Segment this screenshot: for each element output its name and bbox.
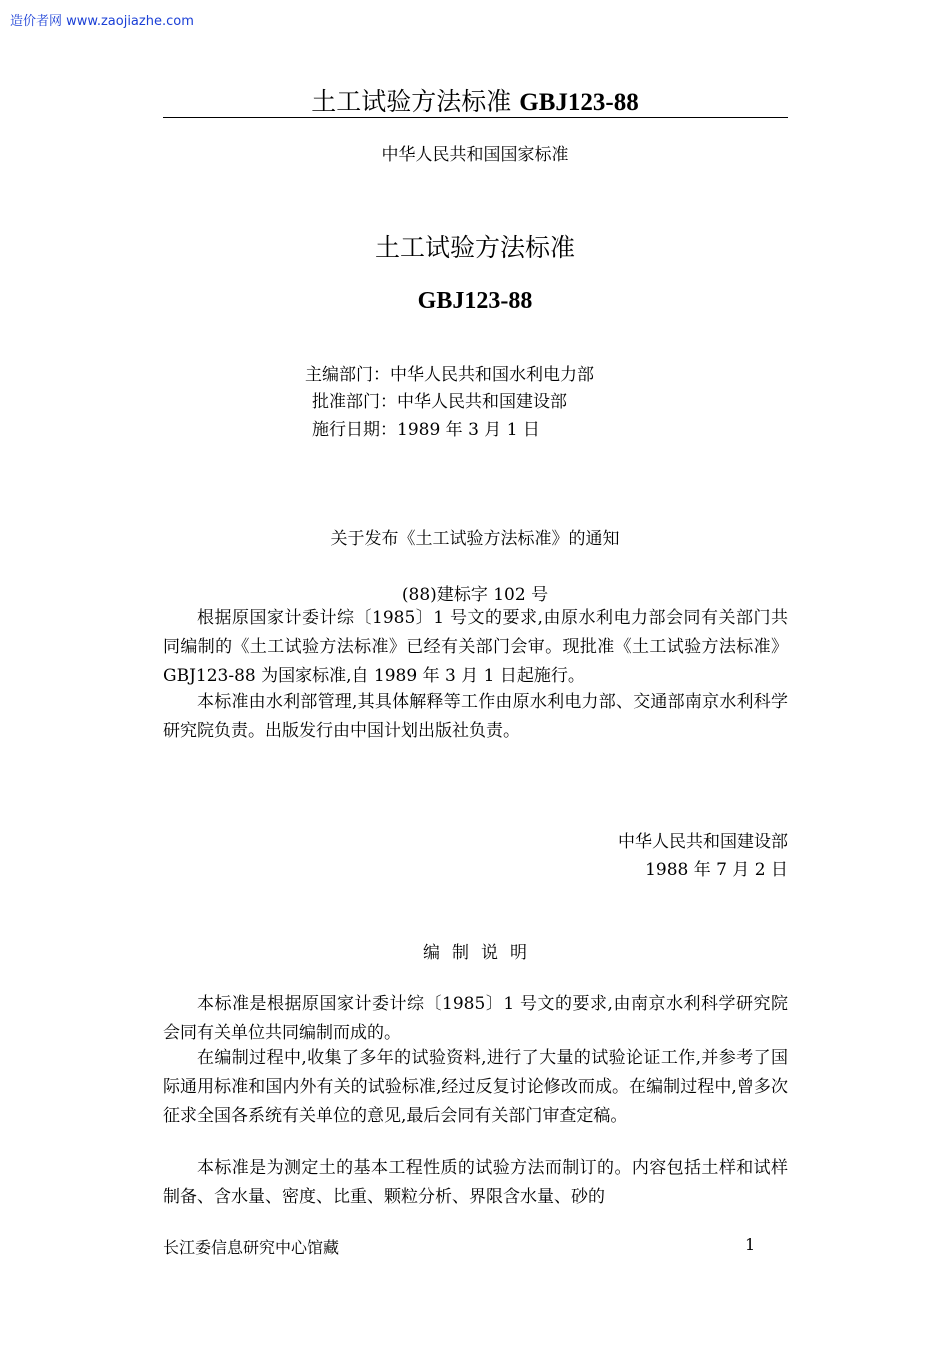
running-header xyxy=(0,82,950,118)
compilation-paragraph: 在编制过程中,收集了多年的试验资料,进行了大量的试验论证工作,并参考了国际通用标准和国内外有关的试验标准,经过反复讨论修改而成。在编制过程中,曾多次征求全国各系统有关单位的意见,最后会同有关部门审查定稿。 xyxy=(163,1048,788,1126)
notice-title: 关于发布《土工试验方法标准》的通知 xyxy=(330,529,620,549)
approval-department: 批准部门：中华人民共和国建设部 xyxy=(312,392,567,412)
editor-department: 主编部门：中华人民共和国水利电力部 xyxy=(305,365,594,385)
compilation-title: 编制说明 xyxy=(423,943,539,963)
footer-library: 长江委信息研究中心馆藏 xyxy=(163,1238,340,1257)
watermark: 造价者网 www.zaojiazhe.com xyxy=(10,14,194,29)
notice-paragraph: 根据原国家计委计综〔1985〕1 号文的要求,由原水利电力部会同有关部门共同编制的《土工试验方法标准》已经有关部门会审。现批准《土工试验方法标准》GBJ123-88 为国家标准,自 1989 年 3 月 1 日起施行。 xyxy=(163,608,788,686)
page-number: 1 xyxy=(745,1235,756,1254)
document-title: 土工试验方法标准 xyxy=(374,233,575,262)
header-title: 土工试验方法标准 xyxy=(311,87,512,116)
effective-date: 施行日期：1989 年 3 月 1 日 xyxy=(312,420,540,440)
issuer: 中华人民共和国国家标准 xyxy=(381,145,569,165)
notice-date: 1988 年 7 月 2 日 xyxy=(645,860,788,880)
notice-number: (88)建标字 102 号 xyxy=(401,585,549,605)
header-code: GBJ123-88 xyxy=(519,89,639,116)
notice-signer: 中华人民共和国建设部 xyxy=(618,832,788,852)
document-code: GBJ123-88 xyxy=(417,288,533,314)
compilation-paragraph: 本标准是根据原国家计委计综〔1985〕1 号文的要求,由南京水利科学研究院会同有关单位共同编制而成的。 xyxy=(163,994,788,1043)
compilation-paragraph: 本标准是为测定土的基本工程性质的试验方法而制订的。内容包括土样和试样制备、含水量、密度、比重、颗粒分析、界限含水量、砂的 xyxy=(163,1158,788,1207)
notice-paragraph: 本标准由水利部管理,其具体解释等工作由原水利电力部、交通部南京水利科学研究院负责。出版发行由中国计划出版社负责。 xyxy=(163,692,788,741)
header-rule xyxy=(163,117,788,118)
